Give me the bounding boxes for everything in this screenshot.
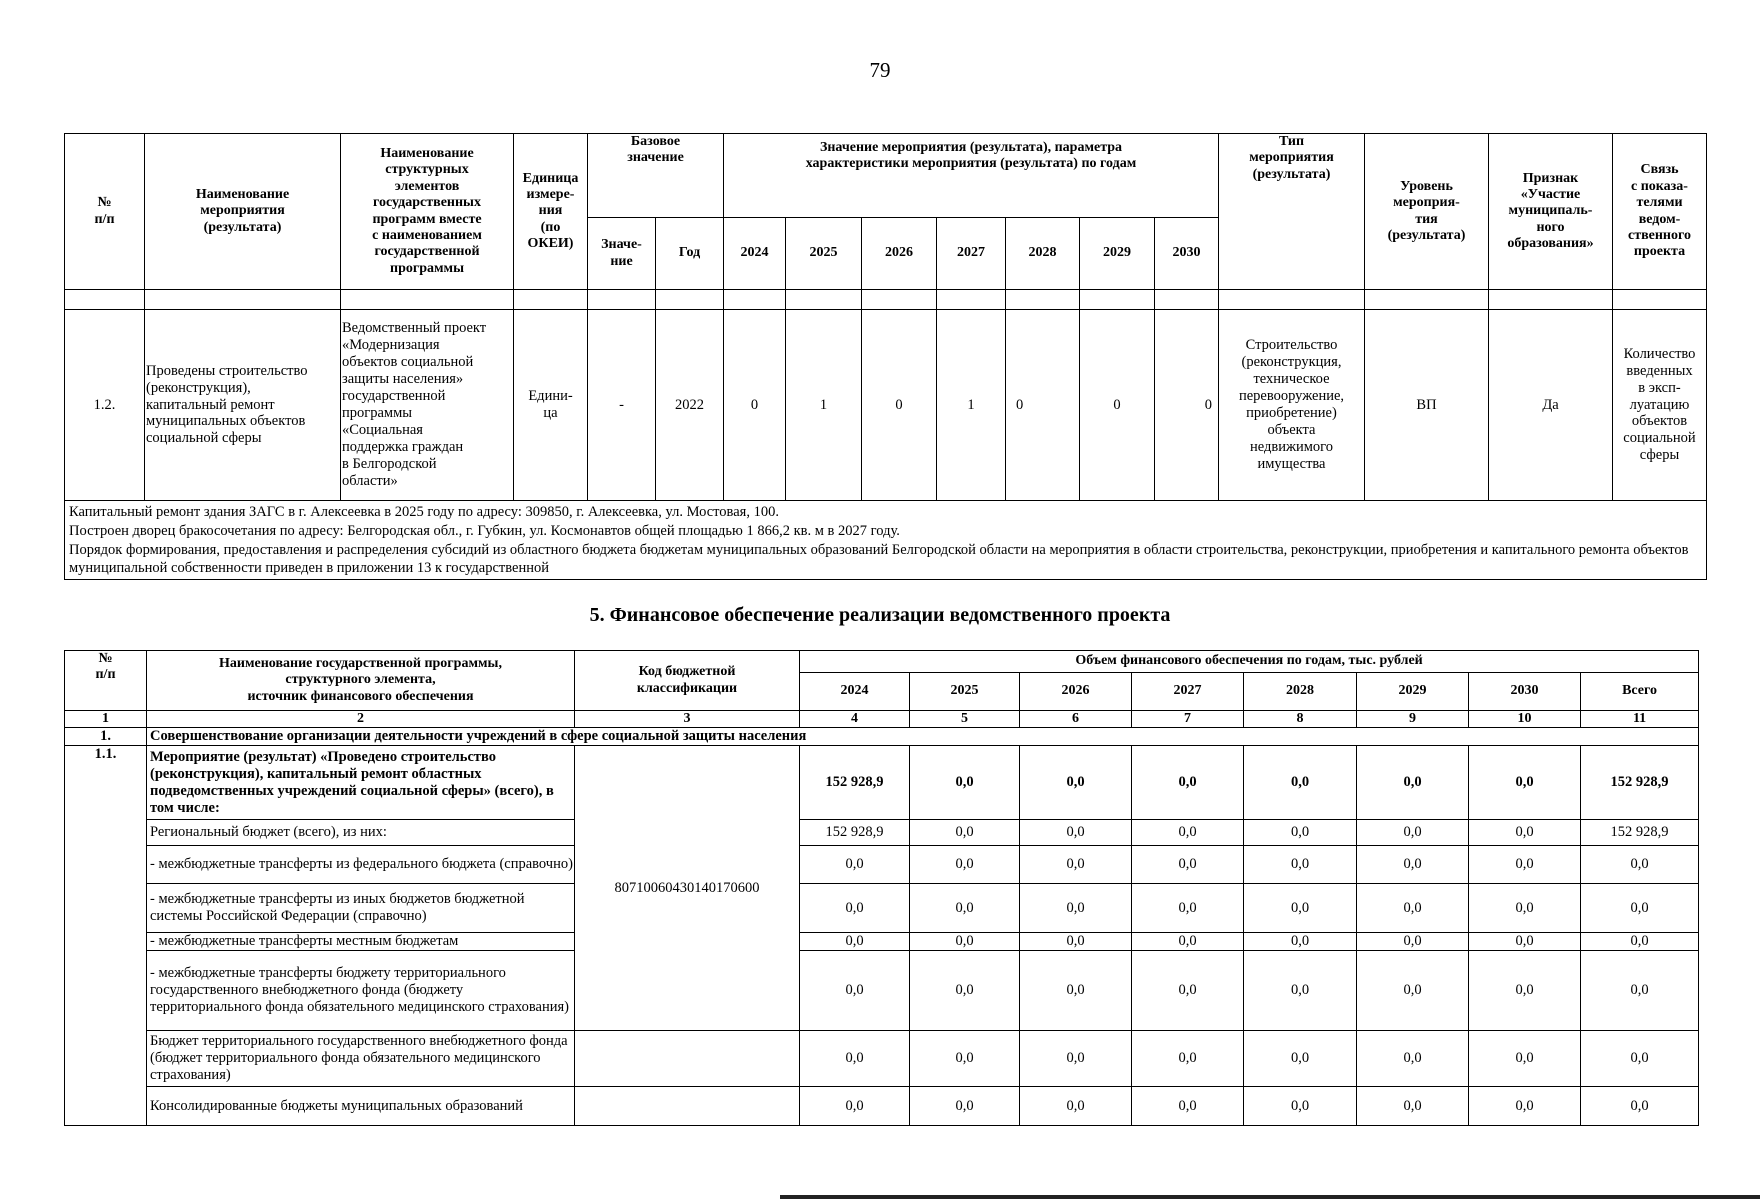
t2-cell: 0,0 (1469, 846, 1581, 884)
t2-header-year: 2028 (1244, 673, 1357, 711)
t2-col-number: 6 (1020, 711, 1132, 728)
t2-cell: 0,0 (1357, 933, 1469, 951)
t1-row-num: 1.2. (65, 310, 145, 501)
t2-cell: 0,0 (1581, 1031, 1699, 1087)
t2-cell: 152 928,9 (1581, 746, 1699, 820)
t2-section-title: Совершенствование организации деятельности учреждений в сфере социальной защиты населения (147, 728, 1699, 746)
t2-col-number: 11 (1581, 711, 1699, 728)
t1-header-unit: Единица измере- ния (по ОКЕИ) (514, 134, 588, 290)
t2-col-number: 4 (800, 711, 910, 728)
t1-row-value: 0 (724, 310, 786, 501)
t2-header-volume: Объем финансового обеспечения по годам, тыс. рублей (800, 651, 1699, 673)
t2-col-number: 3 (575, 711, 800, 728)
t1-header-link: Связь с показа- телями ведом- ственного проекта (1613, 134, 1707, 290)
t2-cell: 0,0 (910, 846, 1020, 884)
t2-cell: 0,0 (1357, 884, 1469, 933)
t1-header-year: 2025 (786, 218, 862, 290)
t1-header-year: 2027 (937, 218, 1006, 290)
t1-row-sign: Да (1489, 310, 1613, 501)
t1-row-link: Количество введенных в эксп- луатацию объектов социальной сферы (1613, 310, 1707, 501)
t2-col-number: 5 (910, 711, 1020, 728)
t2-col-number: 1 (65, 711, 147, 728)
t2-cell: 0,0 (1132, 746, 1244, 820)
t2-event-row (65, 746, 1699, 820)
t2-code-empty (575, 1087, 800, 1126)
t2-cell: 0,0 (1132, 951, 1244, 1031)
t2-cell: 0,0 (1357, 1031, 1469, 1087)
t2-event-code: 80710060430140170600 (575, 746, 800, 1031)
t2-col-number: 2 (147, 711, 575, 728)
t2-cell: 0,0 (1132, 846, 1244, 884)
t1-header-level: Уровень мероприя- тия (результата) (1365, 134, 1489, 290)
t2-cell: 0,0 (1469, 1087, 1581, 1126)
t1-header-name: Наименование мероприятия (результата) (145, 134, 341, 290)
t2-cell: 0,0 (1020, 1031, 1132, 1087)
t2-cell: 0,0 (800, 1087, 910, 1126)
t2-cell: 0,0 (910, 746, 1020, 820)
t2-col-number: 7 (1132, 711, 1244, 728)
t1-row-value: 0 (1080, 310, 1155, 501)
t2-header-year: 2024 (800, 673, 910, 711)
t2-cell: 0,0 (1244, 820, 1357, 846)
t2-cell: 0,0 (1244, 1031, 1357, 1087)
t1-header-year: 2024 (724, 218, 786, 290)
t2-cell: 0,0 (1469, 933, 1581, 951)
t2-cell: 0,0 (1581, 951, 1699, 1031)
t2-row-label: Консолидированные бюджеты муниципальных образований (147, 1087, 575, 1126)
t2-cell: 0,0 (1020, 933, 1132, 951)
t2-cell: 0,0 (800, 951, 910, 1031)
t1-row-value: 0 (1155, 310, 1219, 501)
t2-cell: 0,0 (1020, 746, 1132, 820)
t2-cell: 0,0 (1469, 820, 1581, 846)
t2-cell: 152 928,9 (1581, 820, 1699, 846)
t2-col-number: 10 (1469, 711, 1581, 728)
t2-col-number: 9 (1357, 711, 1469, 728)
t1-header-base-year: Год (656, 218, 724, 290)
t2-cell: 0,0 (1020, 846, 1132, 884)
t1-row-name: Проведены строительство (реконструкция), капитальный ремонт муниципальных объектов социальной сферы (145, 310, 341, 501)
t2-cell: 0,0 (1581, 1087, 1699, 1126)
t1-row-type: Строительство (реконструкция, техническое перевооружение, приобретение) объекта недвижимого имущества (1219, 310, 1365, 501)
t2-header-total: Всего (1581, 673, 1699, 711)
t2-cell: 0,0 (800, 846, 910, 884)
t2-row (65, 1087, 1699, 1126)
t2-col-number: 8 (1244, 711, 1357, 728)
t2-cell: 152 928,9 (800, 746, 910, 820)
scan-edge-mark (780, 1195, 1760, 1199)
t2-cell: 0,0 (1469, 746, 1581, 820)
t2-cell: 0,0 (1357, 746, 1469, 820)
t2-cell: 0,0 (910, 933, 1020, 951)
t2-row-label: Мероприятие (результат) «Проведено строительство (реконструкция), капитальный ремонт областных подведомственных учреждений социальной сферы» (всего), в том числе: (147, 746, 575, 820)
t1-row-value: 1 (937, 310, 1006, 501)
page-number: 79 (869, 58, 891, 82)
t2-section-num: 1. (65, 728, 147, 746)
t1-row-base-year: 2022 (656, 310, 724, 501)
t2-cell: 0,0 (1132, 884, 1244, 933)
t2-header-year: 2030 (1469, 673, 1581, 711)
t2-cell: 0,0 (1581, 933, 1699, 951)
t2-cell: 0,0 (1357, 1087, 1469, 1126)
t1-data-row (65, 310, 1707, 501)
t2-cell: 0,0 (1244, 846, 1357, 884)
t1-row-base-value: - (588, 310, 656, 501)
t2-cell: 0,0 (1244, 746, 1357, 820)
t2-cell: 0,0 (1469, 1031, 1581, 1087)
t2-cell: 0,0 (910, 951, 1020, 1031)
t2-cell: 0,0 (1020, 1087, 1132, 1126)
t1-note: Порядок формирования, предоставления и распределения субсидий из областного бюджета бюджетам муниципальных образований Белгородской области на мероприятия в области строительства, реконструкции, приобретения и капитального ремонта объектов муниципальной собственности приведен в приложении 13 к государственной (69, 541, 1689, 577)
t2-event-num: 1.1. (65, 746, 147, 1126)
t1-row-value: 0 (1006, 310, 1080, 501)
t1-header-year: 2029 (1080, 218, 1155, 290)
t2-cell: 0,0 (910, 820, 1020, 846)
t2-cell: 0,0 (910, 1087, 1020, 1126)
t1-header-type: Тип мероприятия (результата) (1219, 134, 1365, 290)
t2-header-year: 2025 (910, 673, 1020, 711)
t2-col-number-row (65, 711, 1699, 728)
t2-cell: 0,0 (800, 1031, 910, 1087)
t1-row-value: 0 (862, 310, 937, 501)
t2-row (65, 846, 1699, 884)
t2-section-row (65, 728, 1699, 746)
t2-cell: 0,0 (1357, 951, 1469, 1031)
t2-row-label: - межбюджетные трансферты из федерального бюджета (справочно) (147, 846, 575, 884)
t1-header-base-value: Значе- ние (588, 218, 656, 290)
t1-spacer-row (65, 290, 1707, 310)
t1-header-year: 2026 (862, 218, 937, 290)
t2-cell: 0,0 (1020, 820, 1132, 846)
t2-header-year: 2029 (1357, 673, 1469, 711)
t1-header-year: 2030 (1155, 218, 1219, 290)
t2-cell: 0,0 (1357, 820, 1469, 846)
t1-notes (65, 501, 1707, 580)
t2-row (65, 933, 1699, 951)
t2-cell: 0,0 (1132, 1087, 1244, 1126)
t2-cell: 0,0 (1244, 951, 1357, 1031)
t2-cell: 0,0 (910, 884, 1020, 933)
results-table (64, 133, 1707, 580)
finance-table (64, 650, 1699, 1126)
t2-code-empty (575, 1031, 800, 1087)
t1-header-structure: Наименование структурных элементов государственных программ вместе с наименованием государственной программы (341, 134, 514, 290)
t2-cell: 0,0 (800, 884, 910, 933)
t2-cell: 0,0 (1020, 951, 1132, 1031)
t2-cell: 0,0 (1581, 884, 1699, 933)
t2-cell: 0,0 (1357, 846, 1469, 884)
t2-row-label: Региональный бюджет (всего), из них: (147, 820, 575, 846)
t1-row-value: 1 (786, 310, 862, 501)
t2-row (65, 884, 1699, 933)
t2-cell: 0,0 (1020, 884, 1132, 933)
t2-cell: 152 928,9 (800, 820, 910, 846)
t1-header-values-by-year: Значение мероприятия (результата), параметра характеристики мероприятия (результата) по годам (724, 134, 1219, 218)
t2-row (65, 951, 1699, 1031)
t2-header-num: № п/п (65, 651, 147, 711)
t1-note: Капитальный ремонт здания ЗАГС в г. Алексеевка в 2025 году по адресу: 309850, г. Алексеевка, ул. Мостовая, 100. (69, 503, 779, 520)
t2-cell: 0,0 (910, 1031, 1020, 1087)
t2-cell: 0,0 (1132, 1031, 1244, 1087)
t2-row (65, 1031, 1699, 1087)
t2-cell: 0,0 (1469, 951, 1581, 1031)
t1-row-structure: Ведомственный проект «Модернизация объектов социальной защиты населения» государственной программы «Социальная поддержка граждан в Белгородской области» (341, 310, 514, 501)
t2-cell: 0,0 (1244, 933, 1357, 951)
t2-cell: 0,0 (800, 933, 910, 951)
t1-header-num: № п/п (65, 134, 145, 290)
t2-header-name: Наименование государственной программы, структурного элемента, источник финансового обеспечения (147, 651, 575, 711)
t2-cell: 0,0 (1581, 846, 1699, 884)
section-title: 5. Финансовое обеспечение реализации ведомственного проекта (589, 604, 1171, 626)
t2-header-code: Код бюджетной классификации (575, 651, 800, 711)
t2-header-year: 2027 (1132, 673, 1244, 711)
t1-header-base: Базовое значение (588, 134, 724, 218)
t1-header-year: 2028 (1006, 218, 1080, 290)
t2-cell: 0,0 (1244, 884, 1357, 933)
t2-header-year: 2026 (1020, 673, 1132, 711)
t1-header-sign: Признак «Участие муниципаль- ного образования» (1489, 134, 1613, 290)
t1-row-unit: Едини- ца (514, 310, 588, 501)
t2-row-label: - межбюджетные трансферты местным бюджетам (147, 933, 575, 951)
t1-row-level: ВП (1365, 310, 1489, 501)
t1-note: Построен дворец бракосочетания по адресу: Белгородская обл., г. Губкин, ул. Космонавтов общей площадью 1 866,2 кв. м в 2027 году. (69, 522, 900, 539)
t2-row-label: Бюджет территориального государственного внебюджетного фонда (бюджет территориального фонда обязательного медицинского страхования) (147, 1031, 575, 1087)
t2-cell: 0,0 (1469, 884, 1581, 933)
t2-row-label: - межбюджетные трансферты из иных бюджетов бюджетной системы Российской Федерации (справочно) (147, 884, 575, 933)
t2-cell: 0,0 (1244, 1087, 1357, 1126)
t2-row-label: - межбюджетные трансферты бюджету территориального государственного внебюджетного фонда (бюджету территориального фонда обязательного медицинского страхования) (147, 951, 575, 1031)
t2-cell: 0,0 (1132, 933, 1244, 951)
t2-row (65, 820, 1699, 846)
t2-cell: 0,0 (1132, 820, 1244, 846)
